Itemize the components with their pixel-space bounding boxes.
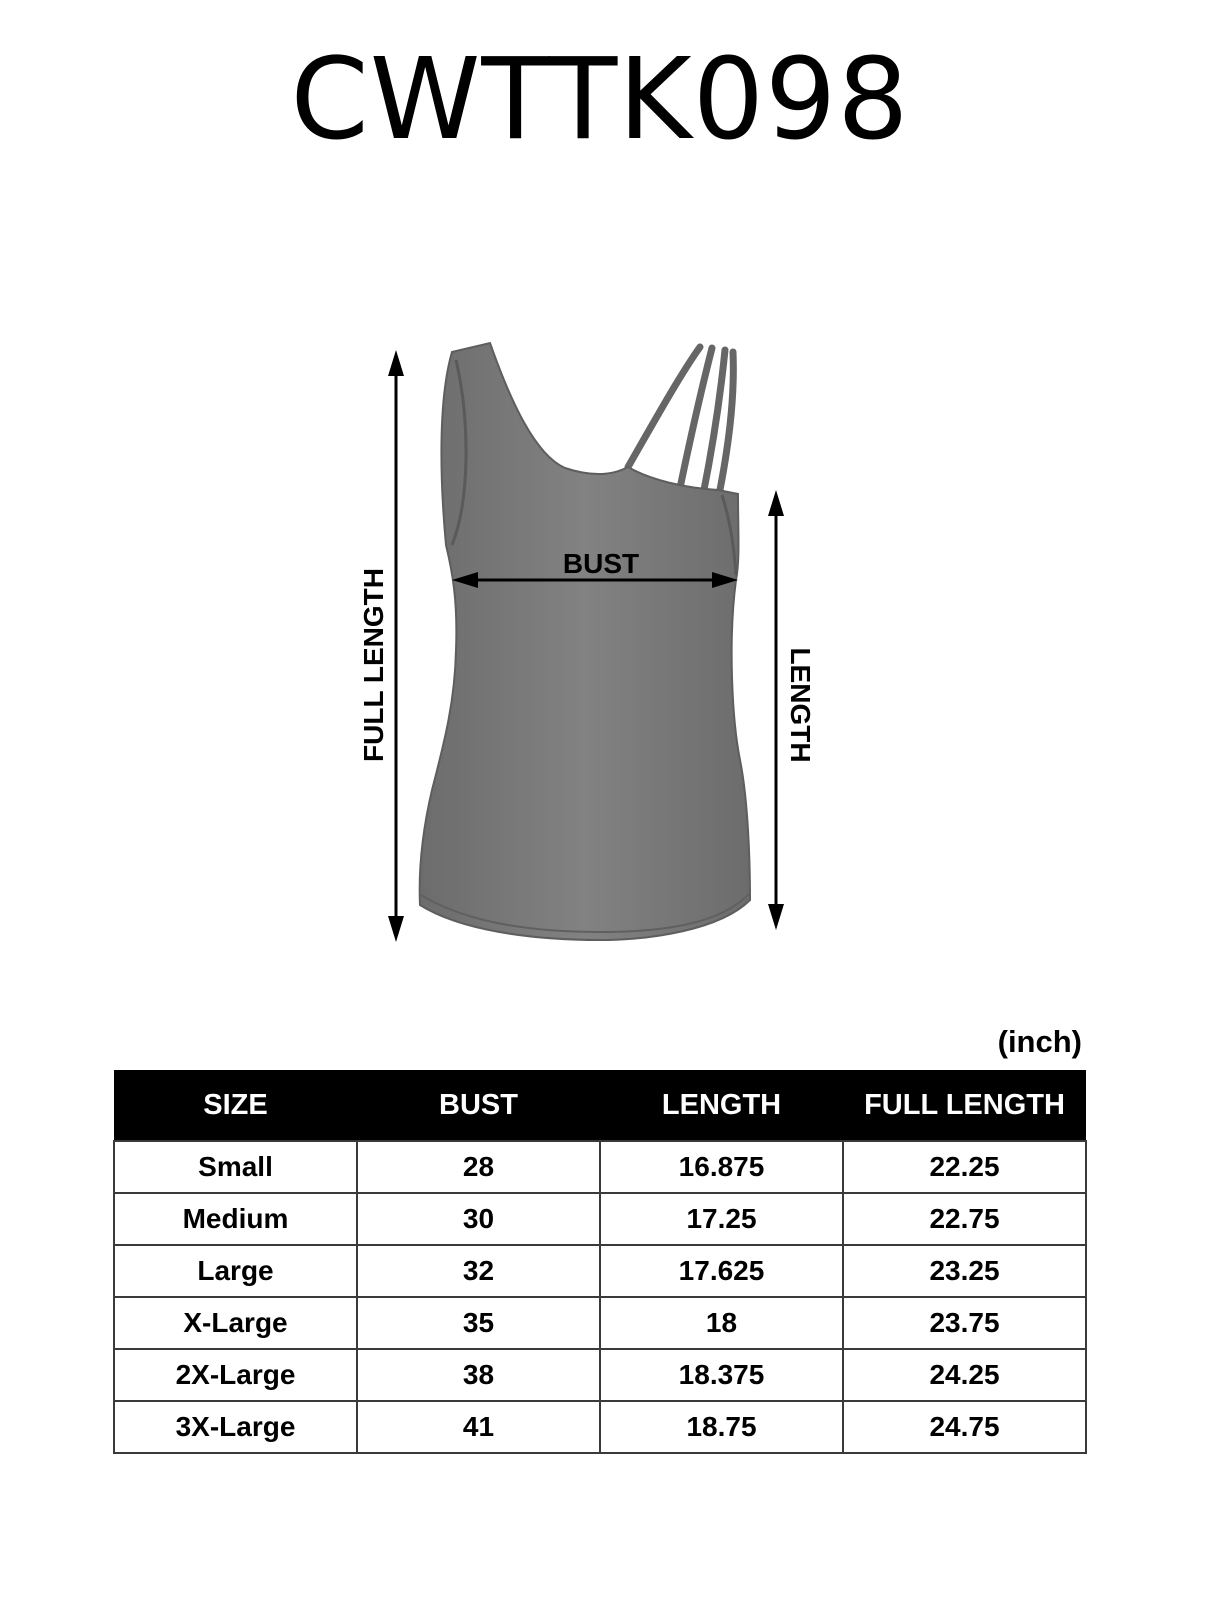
cell-length: 18 [600,1297,843,1349]
size-chart-table [113,1070,1087,1454]
cell-full-length: 23.75 [843,1297,1086,1349]
bust-label: BUST [562,548,640,579]
header-bust: BUST [357,1070,600,1141]
table-row [114,1401,1086,1453]
table-header-row [114,1070,1086,1141]
cell-full-length: 24.25 [843,1349,1086,1401]
tank-top-illustration [420,343,750,940]
cell-full-length: 22.25 [843,1141,1086,1193]
cell-bust: 35 [357,1297,600,1349]
cell-bust: 41 [357,1401,600,1453]
cell-length: 18.375 [600,1349,843,1401]
tank-top-body [420,343,750,940]
table-row [114,1297,1086,1349]
cell-length: 18.75 [600,1401,843,1453]
cell-bust: 30 [357,1193,600,1245]
cell-length: 17.625 [600,1245,843,1297]
length-label: LENGTH [785,647,816,763]
table-row [114,1193,1086,1245]
table-row [114,1349,1086,1401]
table-row [114,1141,1086,1193]
cell-full-length: 23.25 [843,1245,1086,1297]
full-length-arrow [388,350,404,942]
cell-size: 2X-Large [114,1349,357,1401]
cell-size: Large [114,1245,357,1297]
full-length-label: FULL LENGTH [358,568,389,762]
cell-bust: 38 [357,1349,600,1401]
cell-bust: 32 [357,1245,600,1297]
cell-bust: 28 [357,1141,600,1193]
cell-size: Small [114,1141,357,1193]
unit-label: (inch) [997,1024,1082,1059]
cell-size: 3X-Large [114,1401,357,1453]
table-row [114,1245,1086,1297]
header-size: SIZE [114,1070,357,1141]
header-length: LENGTH [600,1070,843,1141]
length-arrow [768,490,784,930]
cell-size: Medium [114,1193,357,1245]
header-full-length: FULL LENGTH [843,1070,1086,1141]
cell-length: 17.25 [600,1193,843,1245]
cell-full-length: 24.75 [843,1401,1086,1453]
cell-length: 16.875 [600,1141,843,1193]
cell-full-length: 22.75 [843,1193,1086,1245]
cell-size: X-Large [114,1297,357,1349]
product-code-title: CWTTK098 [290,35,910,165]
